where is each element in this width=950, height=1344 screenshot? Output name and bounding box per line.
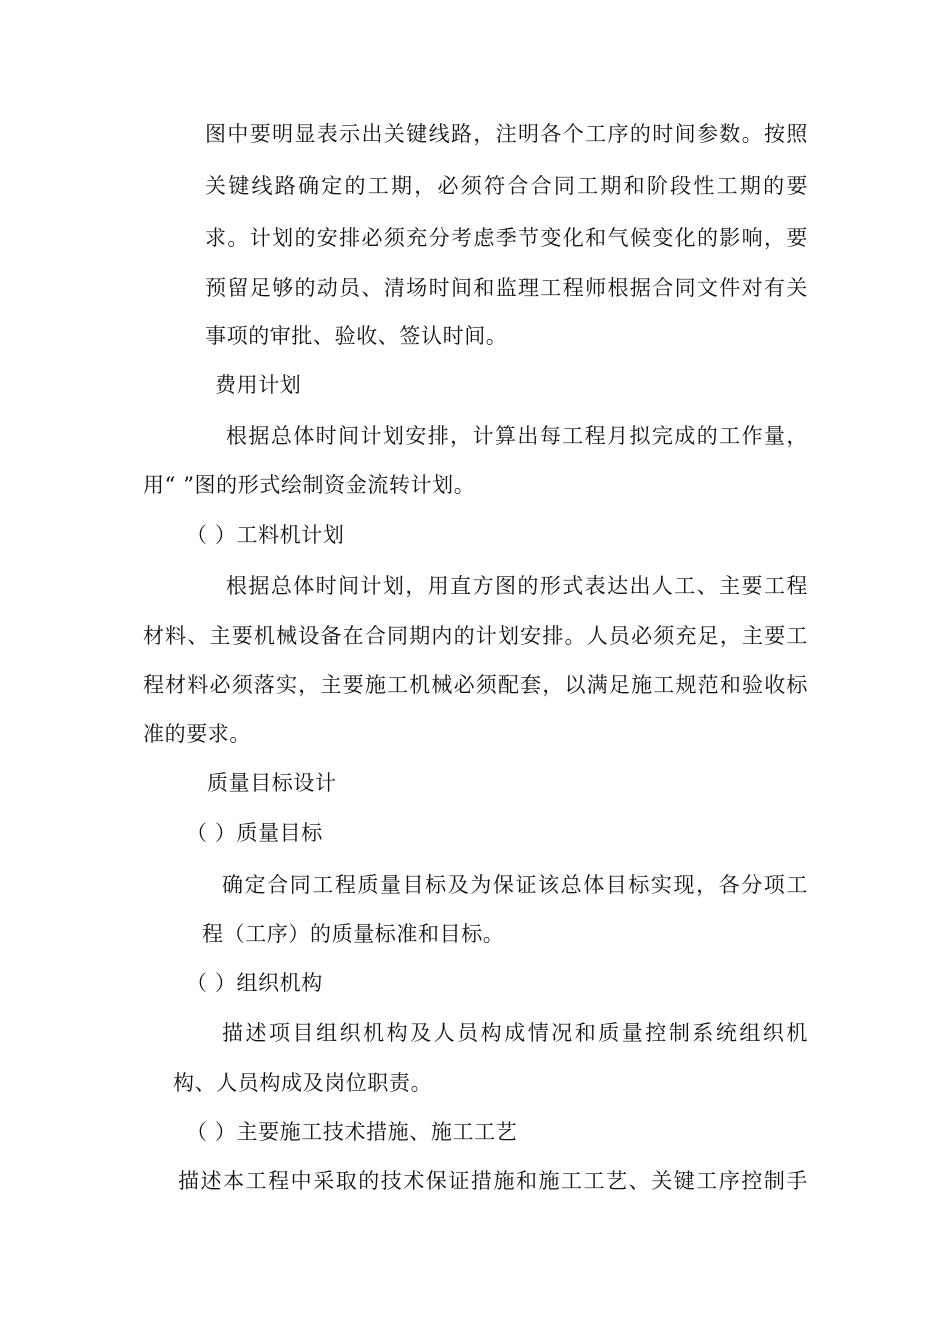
paragraph-line: 程（工序）的质量标准和目标。 <box>202 922 505 946</box>
subsection-heading: （ ）组织机构 <box>186 971 323 995</box>
subsection-heading: （ ）主要施工技术措施、施工工艺 <box>186 1120 518 1144</box>
paragraph-line: 材料、主要机械设备在合同期内的计划安排。人员必须充足，主要工 <box>143 624 808 648</box>
paragraph-line: 用“ ”图的形式绘制资金流转计划。 <box>143 473 476 497</box>
paragraph-line: 确定合同工程质量目标及为保证该总体目标实现，各分项工 <box>222 873 808 897</box>
paragraph-line: 事项的审批、验收、签认时间。 <box>205 324 508 348</box>
paragraph-line: 求。计划的安排必须充分考虑季节变化和气候变化的影响，要 <box>205 226 808 250</box>
paragraph-line: 预留足够的动员、清场时间和监理工程师根据合同文件对有关 <box>205 276 808 300</box>
paragraph-line: 构、人员构成及岗位职责。 <box>173 1071 433 1095</box>
paragraph-line: 关键线路确定的工期，必须符合合同工期和阶段性工期的要 <box>205 174 808 198</box>
paragraph-line: 描述项目组织机构及人员构成情况和质量控制系统组织机 <box>222 1021 808 1045</box>
paragraph-line: 根据总体时间计划安排，计算出每工程月拟完成的工作量， <box>226 424 808 448</box>
paragraph-line: 图中要明显表示出关键线路，注明各个工序的时间参数。按照 <box>205 122 808 146</box>
paragraph-line: 准的要求。 <box>143 722 251 746</box>
paragraph-line: 根据总体时间计划，用直方图的形式表达出人工、主要工程 <box>226 574 808 598</box>
subsection-heading: （ ）质量目标 <box>186 821 323 845</box>
paragraph-line: 描述本工程中采取的技术保证措施和施工工艺、关键工序控制手 <box>178 1169 808 1193</box>
subsection-heading: （ ）工料机计划 <box>186 523 345 547</box>
paragraph-line: 程材料必须落实，主要施工机械必须配套，以满足施工规范和验收标 <box>143 673 808 697</box>
section-heading: 费用计划 <box>215 373 302 397</box>
section-heading: 质量目标设计 <box>207 771 337 795</box>
